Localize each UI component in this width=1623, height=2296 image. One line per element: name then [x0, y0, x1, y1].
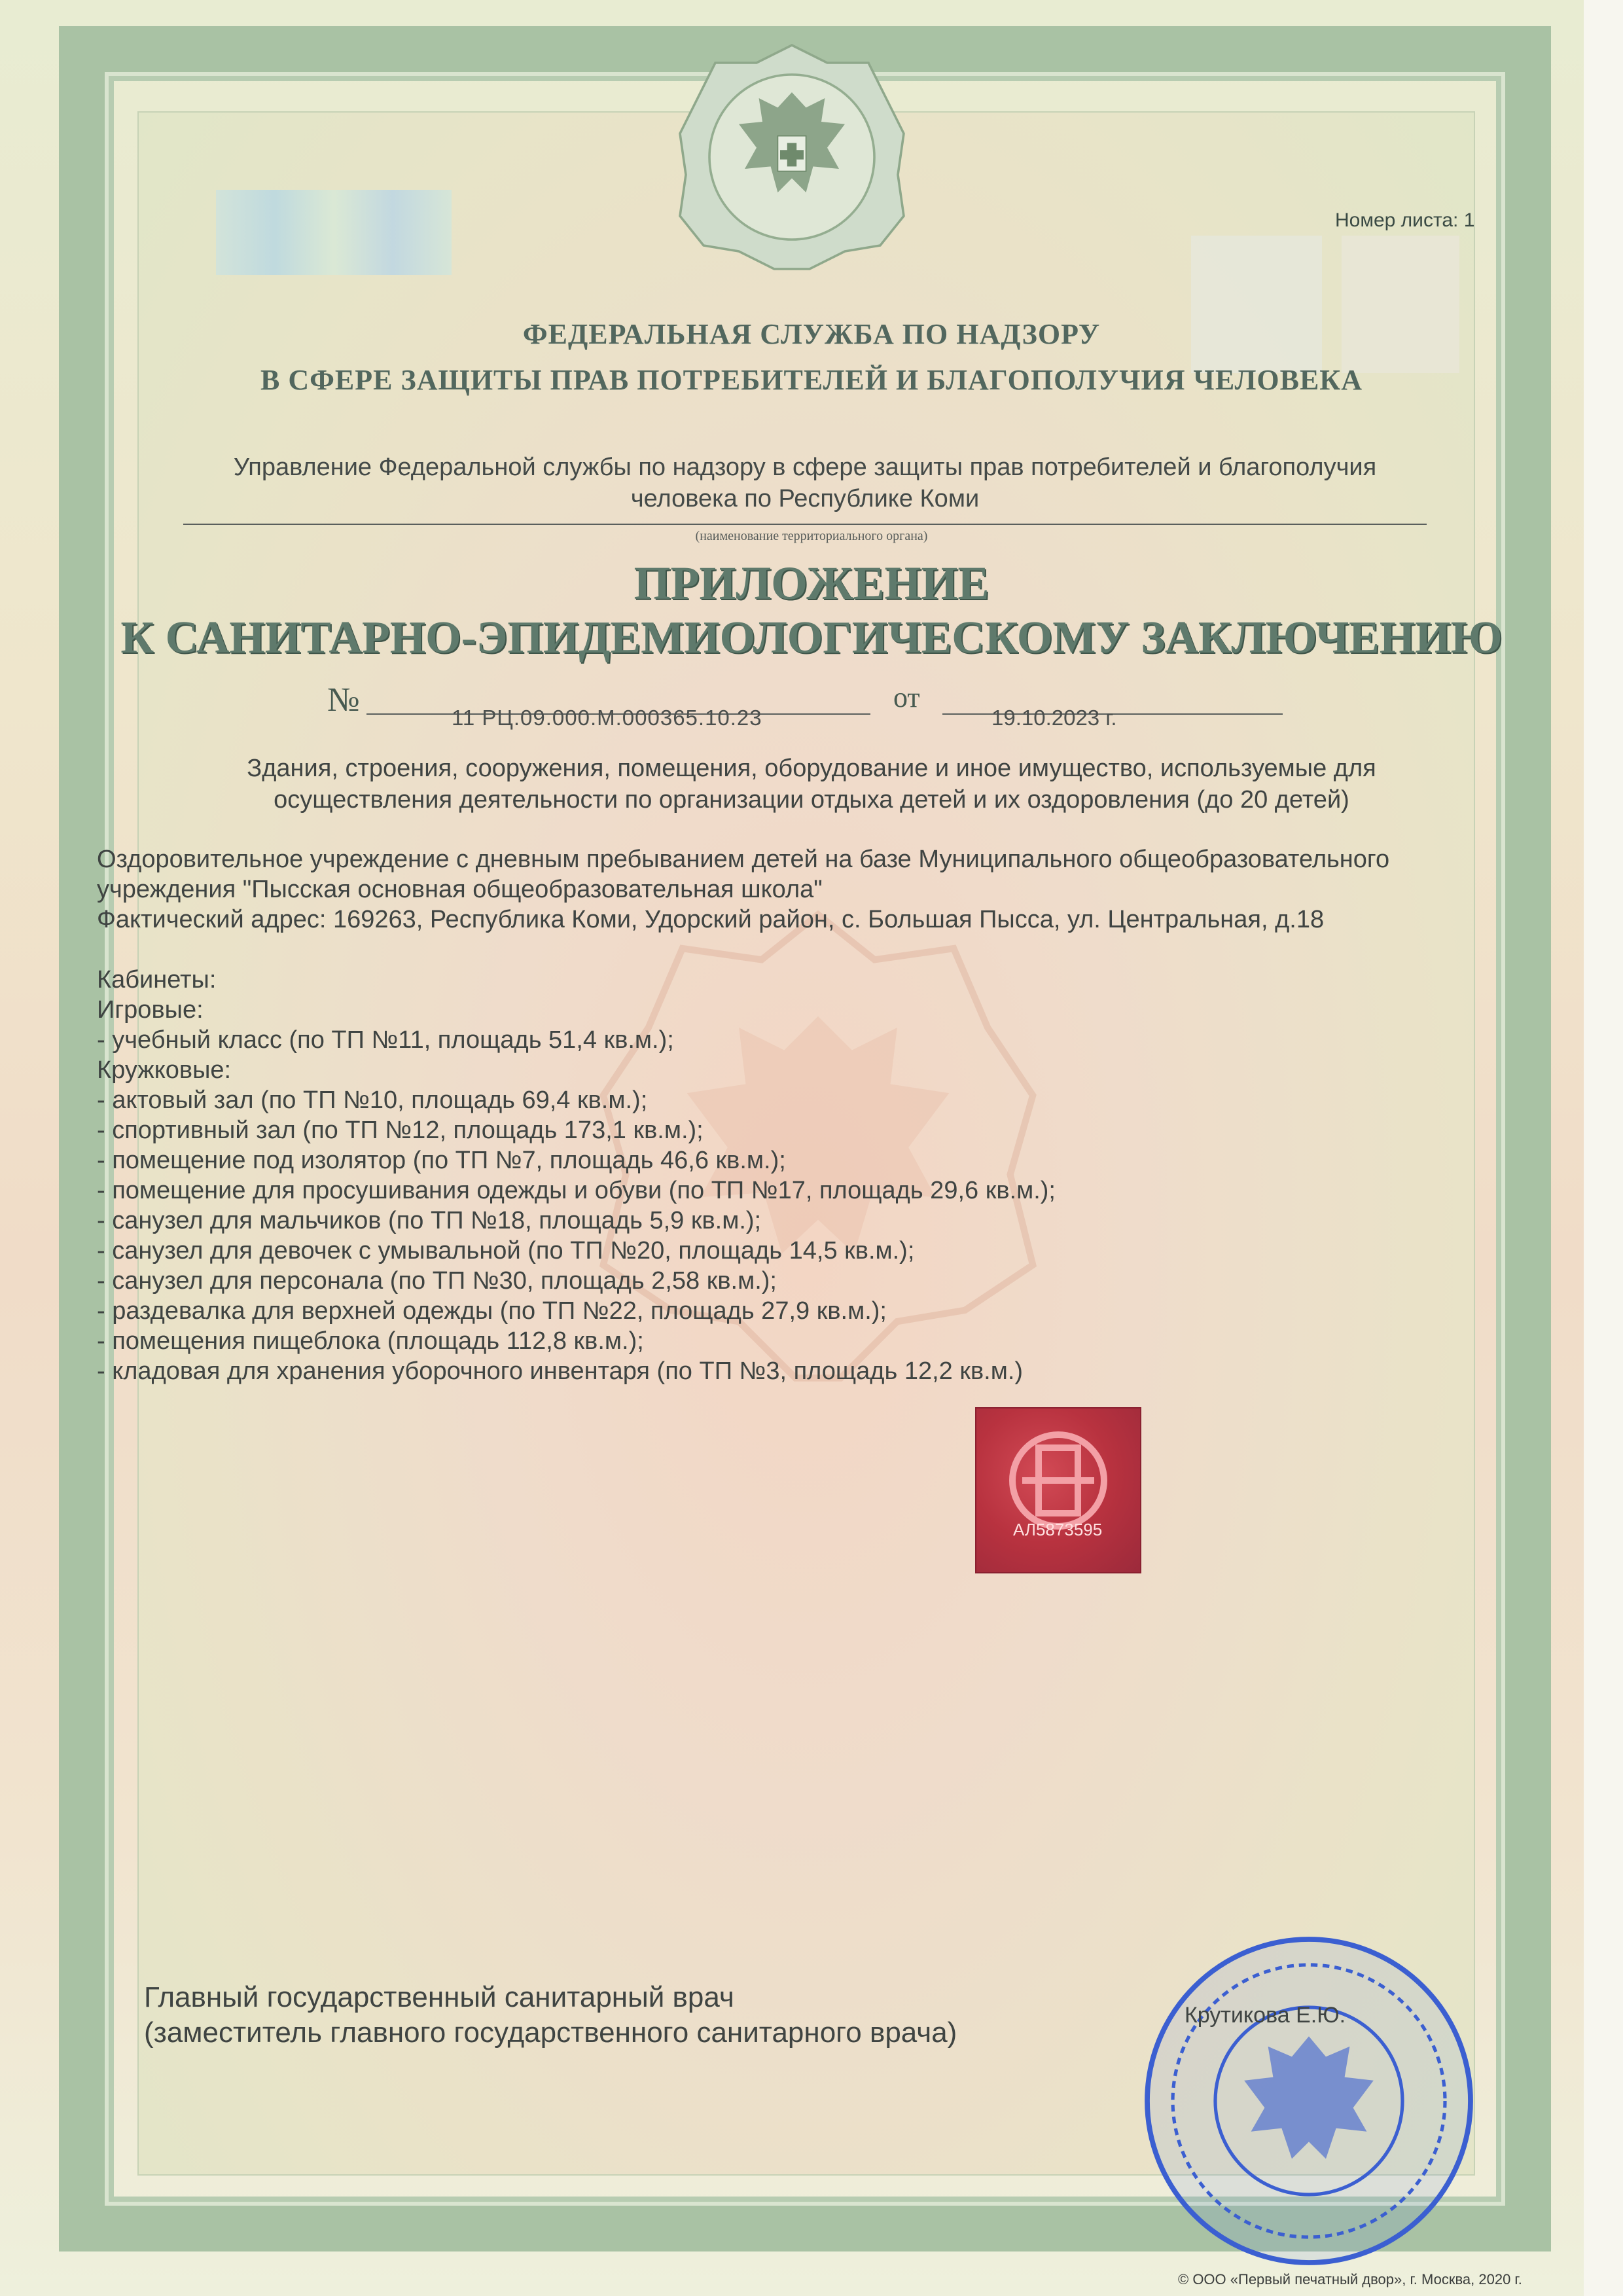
facility-description — [97, 844, 1524, 1386]
conclusion-date: 19.10.2023 г. — [991, 706, 1117, 730]
hologram-strip — [216, 190, 452, 275]
divider-line — [183, 524, 1427, 525]
club-rooms-heading: Кружковые: — [97, 1056, 232, 1084]
room-item: - раздевалка для верхней одежды (по ТП №22, площадь 27,9 кв.м.); — [97, 1297, 887, 1325]
room-item: - помещения пищеблока (площадь 112,8 кв.м.); — [97, 1327, 644, 1355]
conclusion-number: 11 РЦ.09.000.М.000365.10.23 — [452, 706, 762, 730]
blank-field — [1342, 236, 1459, 373]
signatory-role — [144, 1980, 957, 2051]
number-sign: № — [327, 681, 360, 719]
facility-address: Фактический адрес: 169263, Республика Коми, Удорский район, с. Большая Пысса, ул. Центральная, д.18 — [97, 906, 1325, 933]
room-item: - актовый зал (по ТП №10, площадь 69,4 кв.м.); — [97, 1086, 648, 1114]
territorial-body-line1: Управление Федеральной службы по надзору в сфере защиты прав потребителей и благополучия — [233, 454, 1377, 481]
purpose-line2: осуществления деятельности по организации отдыха детей и их оздоровления (до 20 детей) — [274, 786, 1349, 814]
from-label: от — [893, 681, 920, 713]
room-item: - санузел для девочек с умывальной (по ТП №20, площадь 14,5 кв.м.); — [97, 1237, 915, 1265]
purpose-text — [144, 753, 1479, 816]
hologram-symbol-icon — [976, 1408, 1140, 1572]
room-item: - учебный класс (по ТП №11, площадь 51,4 кв.м.); — [97, 1026, 674, 1054]
sheet-number: Номер листа: 1 — [1335, 209, 1475, 231]
rooms-heading: Кабинеты: — [97, 966, 217, 994]
document-title-line1: ПРИЛОЖЕНИЕ — [633, 557, 990, 609]
agency-name-line1: ФЕДЕРАЛЬНАЯ СЛУЖБА ПО НАДЗОРУ — [522, 318, 1101, 350]
facility-line2: учреждения "Пысская основная общеобразовательная школа" — [97, 876, 823, 903]
blank-field — [1191, 236, 1322, 373]
territorial-body-caption: (наименование территориального органа) — [695, 529, 928, 543]
territorial-body-line2: человека по Республике Коми — [630, 485, 980, 512]
security-hologram — [975, 1407, 1141, 1573]
room-item: - санузел для мальчиков (по ТП №18, площадь 5,9 кв.м.); — [97, 1207, 762, 1234]
spacer — [97, 935, 1524, 965]
coat-of-arms-emblem — [674, 39, 910, 275]
hologram-serial: АЛ5873595 — [1013, 1520, 1103, 1539]
signatory-role-line1: Главный государственный санитарный врач — [144, 1981, 734, 2013]
room-item: - спортивный зал (по ТП №12, площадь 173,1 кв.м.); — [97, 1117, 704, 1144]
signatory-name: Крутикова Е.Ю. — [1185, 2003, 1346, 2028]
room-item: - санузел для персонала (по ТП №30, площадь 2,58 кв.м.); — [97, 1267, 777, 1295]
printer-imprint: © ООО «Первый печатный двор», г. Москва, 2020 г. — [1178, 2271, 1522, 2287]
room-item: - кладовая для хранения уборочного инвентаря (по ТП №3, площадь 12,2 кв.м.) — [97, 1357, 1024, 1385]
facility-line1: Оздоровительное учреждение с дневным пребыванием детей на базе Муниципального общеобразовательного — [97, 846, 1390, 873]
game-rooms-heading: Игровые: — [97, 996, 204, 1024]
agency-name-line2: В СФЕРЕ ЗАЩИТЫ ПРАВ ПОТРЕБИТЕЛЕЙ И БЛАГОПОЛУЧИЯ ЧЕЛОВЕКА — [260, 364, 1363, 396]
signatory-role-line2: (заместитель главного государственного санитарного врача) — [144, 2017, 957, 2049]
document-title-line2: К САНИТАРНО-ЭПИДЕМИОЛОГИЧЕСКОМУ ЗАКЛЮЧЕНИЮ — [120, 613, 1503, 663]
room-item: - помещение под изолятор (по ТП №7, площадь 46,6 кв.м.); — [97, 1147, 786, 1174]
purpose-line1: Здания, строения, сооружения, помещения, оборудование и иное имущество, используемые для — [247, 755, 1376, 782]
territorial-body — [170, 452, 1440, 514]
official-stamp — [1139, 1931, 1479, 2271]
room-item: - помещение для просушивания одежды и обуви (по ТП №17, площадь 29,6 кв.м.); — [97, 1177, 1056, 1204]
